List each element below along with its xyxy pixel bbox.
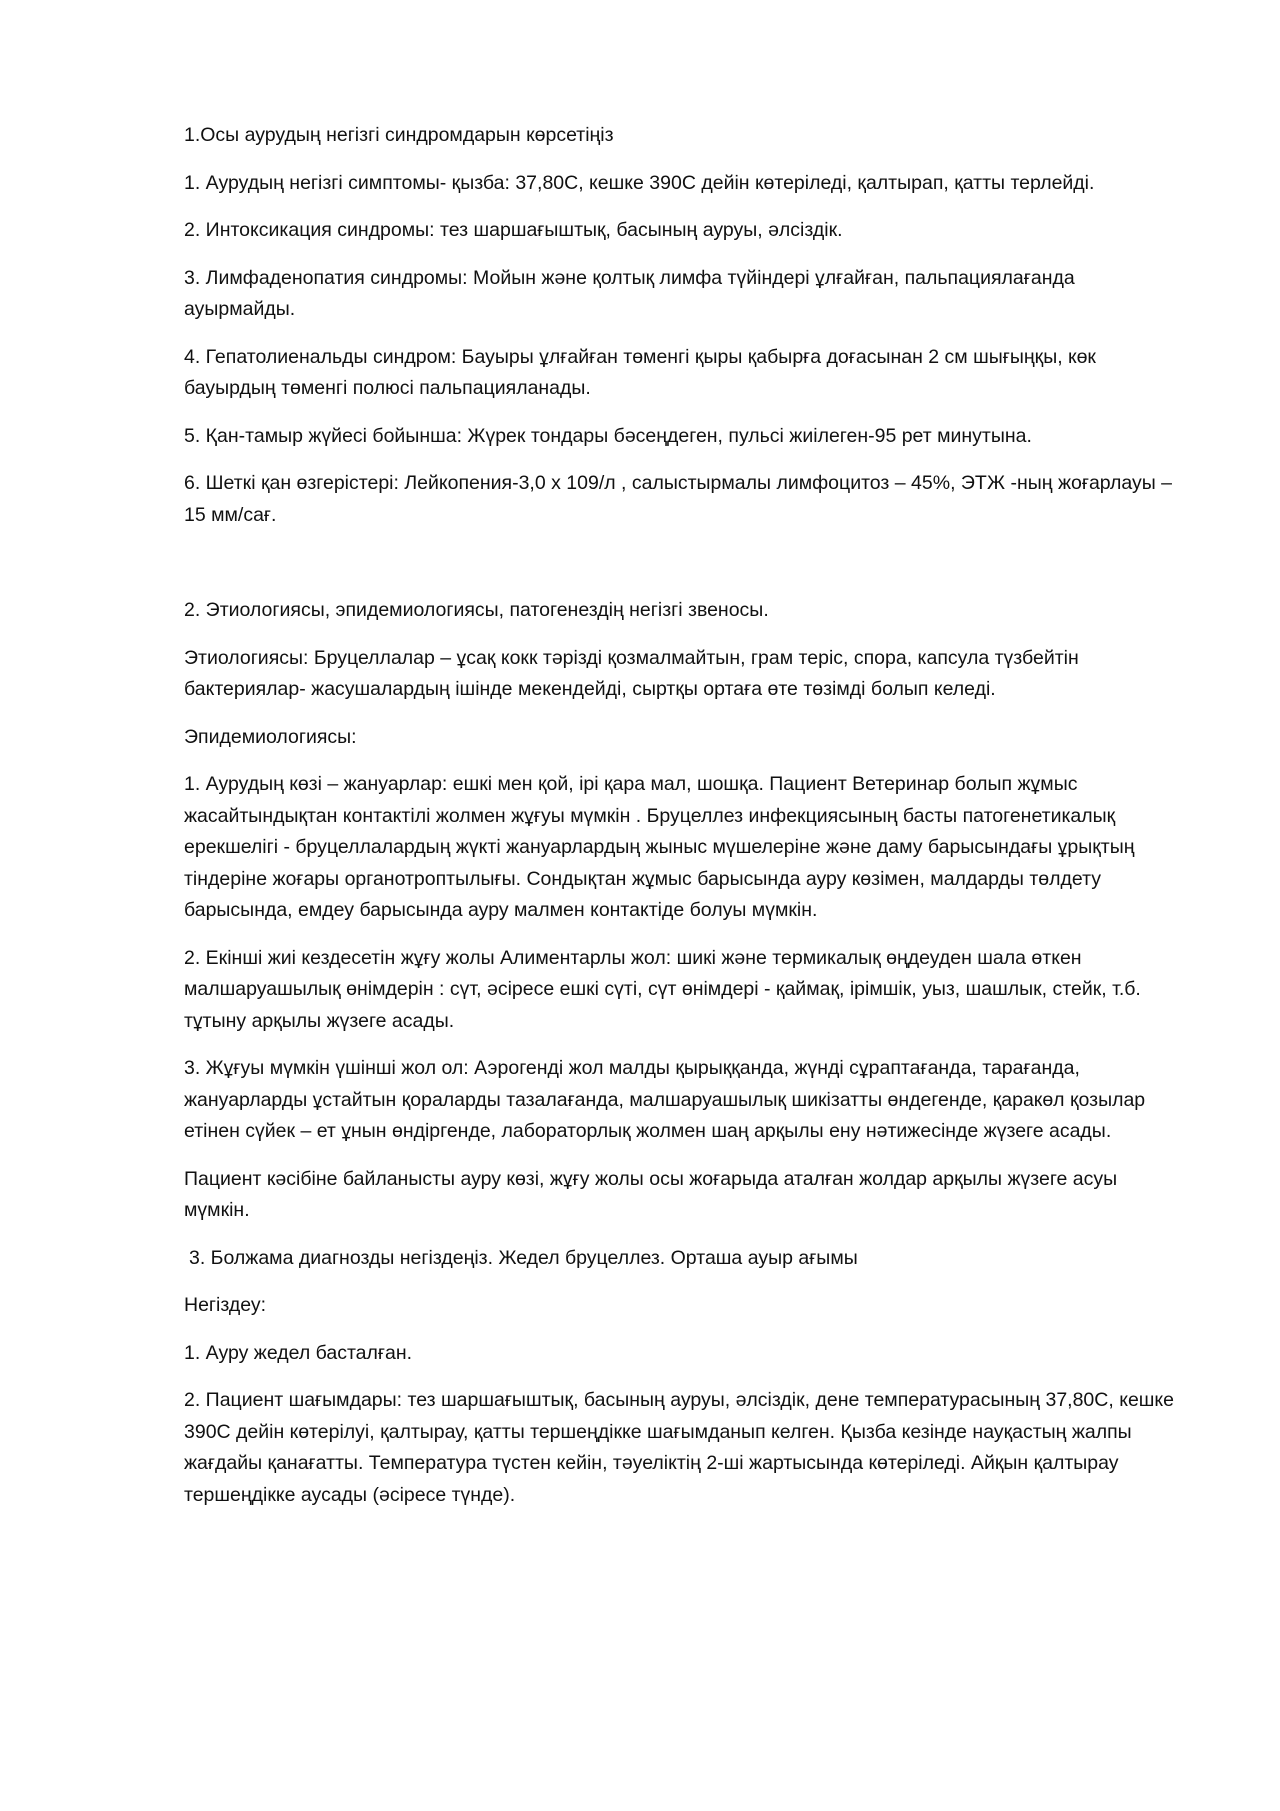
- document-body: [184, 120, 1184, 1527]
- epidemiology-aerogenic: 3. Жұғуы мүмкін үшінші жол ол: Аэрогенді жол малды қырыққанда, жүнді сұраптағанда, тарағанда, жануарларды ұстайтын қораларды тазалағанда, малшаруашылық шикізатты өндегенде, қаракөл қозылар етінен сүйек – ет ұнын өндіргенде, лабораторлық жолмен шаң арқылы ену нәтижесінде жүзеге асады.: [184, 1057, 1146, 1142]
- symptom-intoxication: 2. Интоксикация синдромы: тез шаршағыштық, басының ауруы, әлсіздік.: [184, 219, 843, 241]
- question-1-heading: 1.Осы аурудың негізгі синдромдарын көрсетіңіз: [184, 124, 614, 146]
- rationale-onset: 1. Ауру жедел басталған.: [184, 1341, 413, 1364]
- rationale-complaints: 2. Пациент шағымдары: тез шаршағыштық, басының ауруы, әлсіздік, дене температурасының 37,80С, кешке 390С дейін көтерілуі, қалтырау, қатты тершеңдікке шағымданып келген. Қызба кезінде науқастың жалпы жағдайы қанағатты. Температура түстен кейін, тәуеліктің 2-ші жартысында көтеріледі. Айқын қалтырау тершеңдікке аусады (әсіресе түнде).: [184, 1389, 1175, 1506]
- epidemiology-heading: Эпидемиологиясы:: [184, 725, 357, 748]
- symptom-lymphadenopathy: 3. Лимфаденопатия синдромы: Мойын және қолтық лимфа түйіндері ұлғайған, пальпациялағанда ауырмайды.: [184, 266, 1075, 320]
- question-3-heading: 3. Болжама диагнозды негіздеңіз. Жедел бруцеллез. Орташа ауыр ағымы: [189, 1246, 858, 1269]
- rationale-heading: Негіздеу:: [184, 1294, 267, 1316]
- epidemiology-source: 1. Аурудың көзі – жануарлар: ешкі мен қой, ірі қара мал, шошқа. Пациент Ветеринар болып жұмыс жасайтындықтан контактілі жолмен жұғуы мүмкін . Бруцеллез инфекциясының басты патогенетикалық ерекшелігі - бруцеллалардың жүкті жануарлардың жыныс мүшелеріне және даму барысындағы ұрықтың тіндеріне жоғары органотроптылығы. Сондықтан жұмыс барысында ауру көзімен, малдарды төлдету барысында, емдеу барысында ауру малмен контактіде болуы мүмкін.: [184, 773, 1135, 921]
- symptom-fever: 1. Аурудың негізгі симптомы- қызба: 37,80С, кешке 390С дейін көтеріледі, қалтырап, қатты терлейді.: [184, 171, 1095, 194]
- epidemiology-summary: Пациент кәсібіне байланысты ауру көзі, жұғу жолы осы жоғарыда аталған жолдар арқылы жүзеге асуы мүмкін.: [184, 1167, 1118, 1221]
- symptom-blood-changes: 6. Шеткі қан өзгерістері: Лейкопения-3,0 х 109/л , салыстырмалы лимфоцитоз – 45%, ЭТЖ -ның жоғарлауы – 15 мм/сағ.: [184, 472, 1172, 526]
- symptom-hepatolienal: 4. Гепатолиенальды синдром: Бауыры ұлғайған төменгі қыры қабырға доғасынан 2 см шығыңқы, көк бауырдың төменгі полюсі пальпацияланады.: [184, 345, 1096, 399]
- symptom-cardiovascular: 5. Қан-тамыр жүйесі бойынша: Жүрек тондары бәсеңдеген, пульсі жиілеген-95 рет минутына.: [184, 424, 1032, 447]
- epidemiology-alimentary: 2. Екінші жиі кездесетін жұғу жолы Алиментарлы жол: шикі және термикалық өңдеуден шала өткен малшаруашылық өнімдерін : сүт, әсіресе ешкі сүті, сүт өнімдері - қаймақ, ірімшік, уыз, шашлык, стейк, т.б. тұтыну арқылы жүзеге асады.: [184, 946, 1141, 1032]
- question-2-heading: 2. Этиологиясы, эпидемиологиясы, патогенездің негізгі звеносы.: [184, 599, 769, 621]
- etiology-paragraph: Этиологиясы: Бруцеллалар – ұсақ кокк тәрізді қозмалмайтын, грам теріс, спора, капсула түзбейтін бактериялар- жасушалардың ішінде мекендейді, сыртқы ортаға өте төзімді болып келеді.: [184, 646, 1079, 700]
